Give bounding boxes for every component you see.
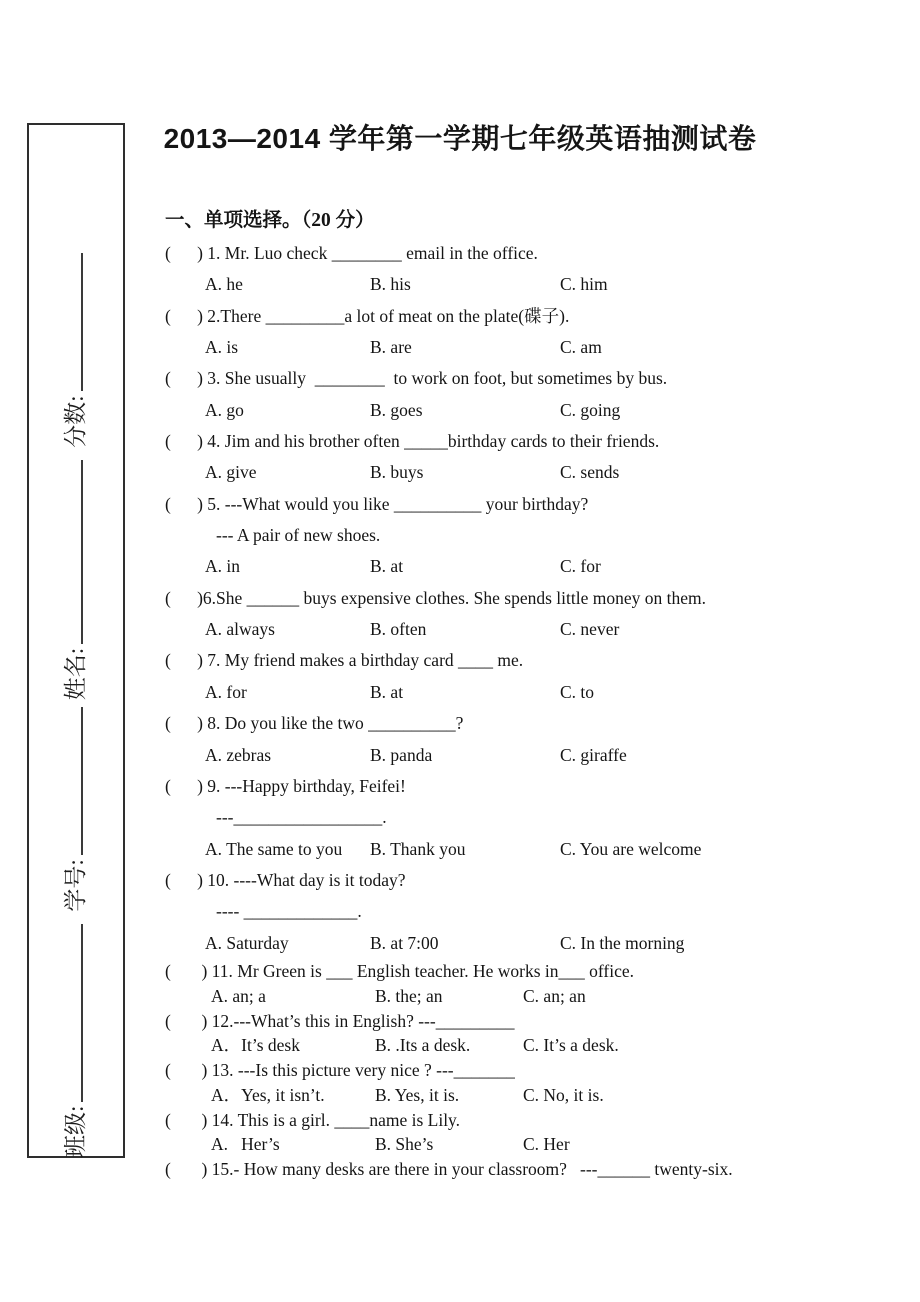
option-b: B. at — [370, 556, 404, 577]
name-label: 姓名: — [63, 647, 88, 701]
option-a: A. an; a — [211, 985, 266, 1006]
question-stem: ( ) 9. ---Happy birthday, Feifei! — [165, 775, 406, 796]
question-list — [165, 238, 825, 1182]
question-2 — [165, 301, 825, 364]
question-options — [165, 984, 825, 1009]
option-a: A. he — [205, 274, 243, 295]
question-8 — [165, 708, 825, 771]
question-stem: ( ) 12.---What’s this in English? ---_________ — [165, 1010, 515, 1031]
option-c: C. No, it is. — [523, 1084, 604, 1105]
option-c: C. Her — [523, 1134, 570, 1155]
option-b: B. .Its a desk. — [375, 1035, 471, 1056]
question-14 — [165, 1108, 825, 1158]
class-label: 班级: — [63, 1105, 88, 1158]
question-options — [165, 1132, 825, 1157]
option-b: B. are — [370, 337, 412, 358]
option-c: C. to — [560, 681, 595, 702]
question-options — [165, 1033, 825, 1058]
question-10 — [165, 865, 825, 959]
option-a: A. zebras — [205, 744, 272, 765]
question-options — [165, 677, 825, 708]
question-3 — [165, 363, 825, 426]
option-c: C. In the morning — [560, 932, 685, 953]
option-b: B. at 7:00 — [370, 932, 439, 953]
option-c: C. for — [560, 556, 601, 577]
question-stem: ( ) 5. ---What would you like __________ your birthday? — [165, 493, 589, 514]
question-stem: ( ) 7. My friend makes a birthday card ____ me. — [165, 650, 524, 671]
question-15 — [165, 1157, 825, 1182]
option-b: B. Yes, it is. — [375, 1084, 460, 1105]
question-7 — [165, 645, 825, 708]
question-options — [165, 332, 825, 363]
option-a: A. give — [205, 462, 257, 483]
class-blank-line — [77, 924, 83, 1102]
option-b: B. often — [370, 619, 427, 640]
option-a: A. Her’s — [211, 1134, 280, 1155]
question-stem: ( ) 13. ---Is this picture very nice ? ---_______ — [165, 1060, 515, 1081]
option-b: B. panda — [370, 744, 433, 765]
question-11 — [165, 959, 825, 1009]
option-b: B. goes — [370, 399, 423, 420]
option-b: B. Thank you — [370, 838, 466, 859]
option-b: B. at — [370, 681, 404, 702]
question-options — [165, 395, 825, 426]
option-c: C. It’s a desk. — [523, 1035, 619, 1056]
question-1 — [165, 238, 825, 301]
score-blank-line — [77, 253, 83, 391]
score-label: 分数: — [63, 395, 88, 448]
question-stem: ( ) 2.There _________a lot of meat on the plate(碟子). — [165, 305, 570, 326]
option-c: C. sends — [560, 462, 620, 483]
option-a: A. for — [205, 681, 247, 702]
question-follow-up: ---- _____________. — [216, 901, 362, 922]
option-c: C. giraffe — [560, 744, 627, 765]
option-a: A. is — [205, 337, 239, 358]
question-follow-up: --- A pair of new shoes. — [216, 525, 381, 546]
question-stem: ( ) 11. Mr Green is ___ English teacher. He works in___ office. — [165, 960, 634, 981]
option-c: C. am — [560, 337, 602, 358]
option-b: B. She’s — [375, 1134, 434, 1155]
student-number-blank-line — [77, 707, 83, 855]
option-a: A. Saturday — [205, 932, 289, 953]
option-c: C. You are welcome — [560, 838, 702, 859]
student-info-strip — [27, 123, 124, 1158]
question-5 — [165, 489, 825, 583]
option-b: B. buys — [370, 462, 424, 483]
question-stem: ( ) 1. Mr. Luo check ________ email in the office. — [165, 243, 538, 263]
option-a: A. in — [205, 556, 240, 577]
question-stem: ( ) 8. Do you like the two __________? — [165, 713, 464, 734]
question-13 — [165, 1058, 825, 1108]
question-stem: ( ) 14. This is a girl. ____name is Lily. — [165, 1109, 461, 1130]
question-options — [165, 1083, 825, 1108]
question-9 — [165, 771, 825, 865]
page-title: 2013—2014 学年第一学期七年级英语抽测试卷 — [163, 123, 757, 154]
option-a: A. always — [205, 619, 275, 640]
question-options — [165, 928, 825, 959]
section-heading: 一、单项选择。（20 分） — [165, 210, 375, 231]
option-b: B. his — [370, 274, 411, 295]
question-12 — [165, 1009, 825, 1059]
question-stem: ( )6.She ______ buys expensive clothes. She spends little money on them. — [165, 587, 706, 608]
question-4 — [165, 426, 825, 489]
option-c: C. him — [560, 274, 608, 295]
option-a: A．It’s desk — [211, 1035, 300, 1056]
option-a: A. The same to you — [205, 838, 343, 859]
option-a: A．Yes, it isn’t. — [211, 1084, 325, 1105]
question-options — [165, 834, 825, 865]
option-c: C. an; an — [523, 985, 586, 1006]
option-b: B. the; an — [375, 985, 443, 1006]
option-c: C. never — [560, 619, 620, 640]
option-c: C. going — [560, 399, 621, 420]
question-follow-up: ---_________________. — [216, 807, 387, 828]
question-options — [165, 551, 825, 582]
question-stem: ( ) 4. Jim and his brother often _____birthday cards to their friends. — [165, 431, 660, 452]
student-number-label: 学号: — [63, 859, 88, 912]
question-options — [165, 614, 825, 645]
question-stem: ( ) 3. She usually ________ to work on foot, but sometimes by bus. — [165, 368, 668, 389]
option-a: A. go — [205, 399, 244, 420]
question-6 — [165, 583, 825, 646]
question-stem: ( ) 15.- How many desks are there in your classroom? ---______ twenty-six. — [165, 1159, 733, 1180]
question-options — [165, 269, 825, 300]
question-options — [165, 740, 825, 771]
question-options — [165, 457, 825, 488]
name-blank-line — [77, 460, 83, 644]
question-stem: ( ) 10. ----What day is it today? — [165, 869, 406, 890]
